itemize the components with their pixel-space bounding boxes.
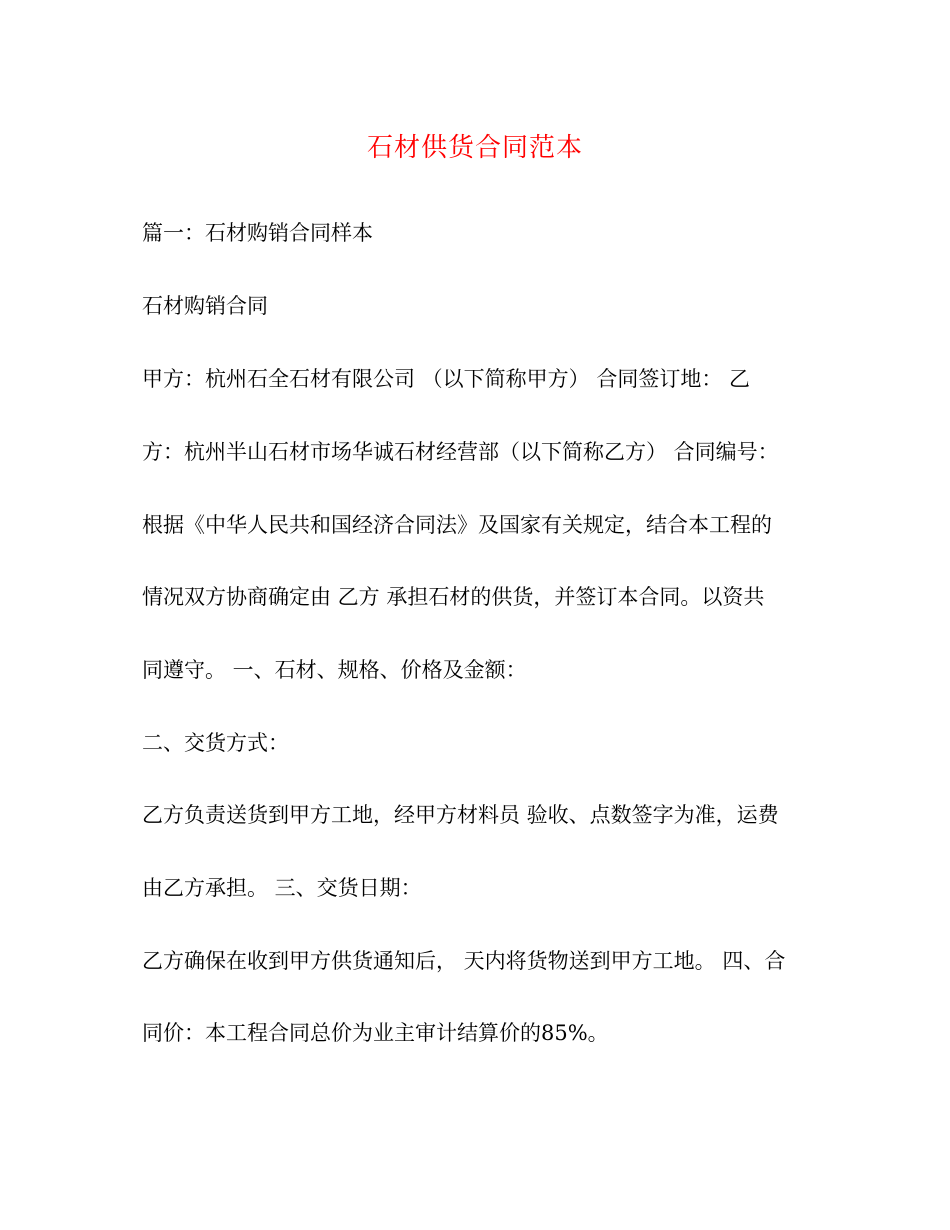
document-title: 石材供货合同范本 [366, 133, 583, 163]
text-line: 方：杭州半山石材市场华诚石材经营部（以下简称乙方） 合同编号： [142, 440, 779, 464]
text-line: 甲方：杭州石全石材有限公司 （以下简称甲方） 合同签订地： 乙 [142, 367, 751, 391]
text-line: 同遵守。 一、石材、规格、价格及金额： [142, 658, 527, 682]
text-line: 情况双方协商确定由 乙方 承担石材的供货，并签订本合同。以资共 [142, 585, 765, 609]
text-line: 同价：本工程合同总价为业主审计结算价的85%。 [142, 1021, 609, 1045]
text-line: 由乙方承担。 三、交货日期： [142, 876, 422, 900]
text-line: 根据《中华人民共和国经济合同法》及国家有关规定，结合本工程的 [142, 513, 772, 537]
section-heading-part-one: 篇一：石材购销合同样本 [142, 221, 373, 245]
text-line: 二、交货方式： [142, 731, 289, 755]
text-line: 乙方负责送货到甲方工地，经甲方材料员 验收、点数签字为准，运费 [142, 803, 779, 827]
contract-name: 石材购销合同 [142, 294, 268, 318]
text-line: 乙方确保在收到甲方供货通知后， 天内将货物送到甲方工地。 四、合 [142, 949, 786, 973]
